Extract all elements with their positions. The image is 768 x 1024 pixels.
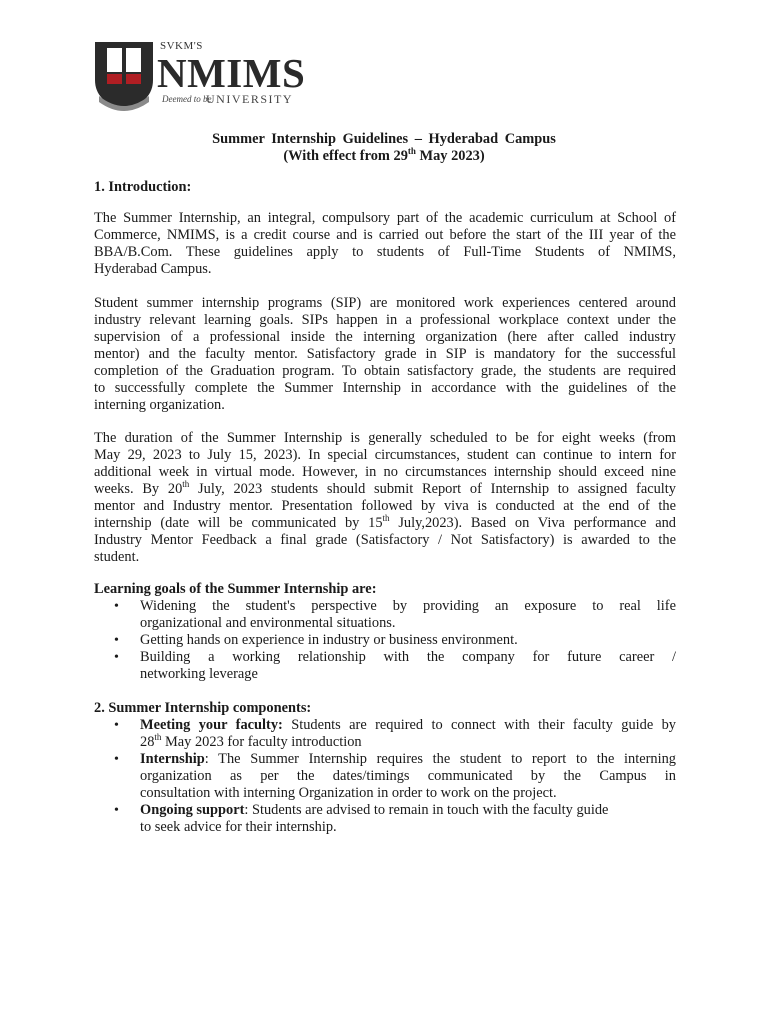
components-list: [94, 717, 676, 836]
components-heading: 2. Summer Internship components:: [94, 700, 312, 716]
list-item: • Meeting your faculty: Students are required to connect with their faculty guide by 28th May 2023 for faculty introduction: [114, 717, 676, 750]
list-item: • Ongoing support: Students are advised to remain in touch with the faculty guide to seek advice for their internship.: [114, 802, 609, 835]
list-item: • Building a working relationship with the company for future career / networking leverage: [114, 649, 676, 682]
document-title: Summer Internship Guidelines – Hyderabad Campus: [212, 131, 556, 147]
bullet-icon: •: [114, 803, 119, 818]
learning-goals-heading: Learning goals of the Summer Internship are:: [94, 581, 377, 597]
list-item: • Internship: The Summer Internship requires the student to report to the interning organization as per the dates/timings communicated by the Campus in consultation with interning Organization in order to work on the project.: [114, 751, 676, 801]
bullet-icon: •: [114, 752, 119, 767]
bullet-icon: •: [114, 633, 119, 648]
intro-paragraph-3: The duration of the Summer Internship is generally scheduled to be for eight weeks (from May 29, 2023 to July 15, 2023). In special circumstances, student can continue to intern for additional week in virtual mode. However, in no circumstances internship should exceed nine weeks. By 20th July, 2023 students should submit Report of Internship to assigned faculty mentor and Industry mentor. Presentation followed by viva is conducted at the end of the internship (date will be communicated by 15th July,2023). Based on Viva performance and Industry Mentor Feedback a final grade (Satisfactory / Not Satisfactory) is awarded to the student.: [94, 430, 676, 565]
learning-goals-list: [94, 598, 676, 683]
logo-university-text: UNIVERSITY: [206, 92, 293, 106]
shield-icon: [93, 40, 155, 112]
bullet-icon: •: [114, 650, 119, 665]
intro-paragraph-1: The Summer Internship, an integral, compulsory part of the academic curriculum at School of Commerce, NMIMS, is a credit course and is carried out before the start of the III year of the BBA/B.Com. These guidelines apply to students of Full-Time Students of NMIMS, Hyderabad Campus.: [94, 210, 676, 277]
intro-heading: 1. Introduction:: [94, 179, 192, 195]
logo-deemed-text: Deemed to be: [162, 94, 212, 104]
bullet-icon: •: [114, 718, 119, 733]
document-subtitle: (With effect from 29th May 2023): [283, 146, 485, 164]
nmims-logo: [93, 38, 306, 114]
intro-paragraph-2: Student summer internship programs (SIP) are monitored work experiences centered around industry relevant learning goals. SIPs happen in a professional workplace context under the supervision of a professional inside the interning organization (here after called industry mentor) and the faculty mentor. Satisfactory grade in SIP is mandatory for the successful completion of the Graduation program. To obtain satisfactory grade, the students are required to successfully complete the Summer Internship in accordance with the guidelines of the interning organization.: [94, 295, 676, 413]
logo-svkm-text: SVKM'S: [160, 40, 203, 52]
bullet-icon: •: [114, 599, 119, 614]
list-item: • Getting hands on experience in industry or business environment.: [114, 632, 518, 648]
logo-brand-text: NMIMS: [157, 50, 306, 96]
list-item: • Widening the student's perspective by providing an exposure to real life organizational and environmental situations.: [114, 598, 676, 631]
